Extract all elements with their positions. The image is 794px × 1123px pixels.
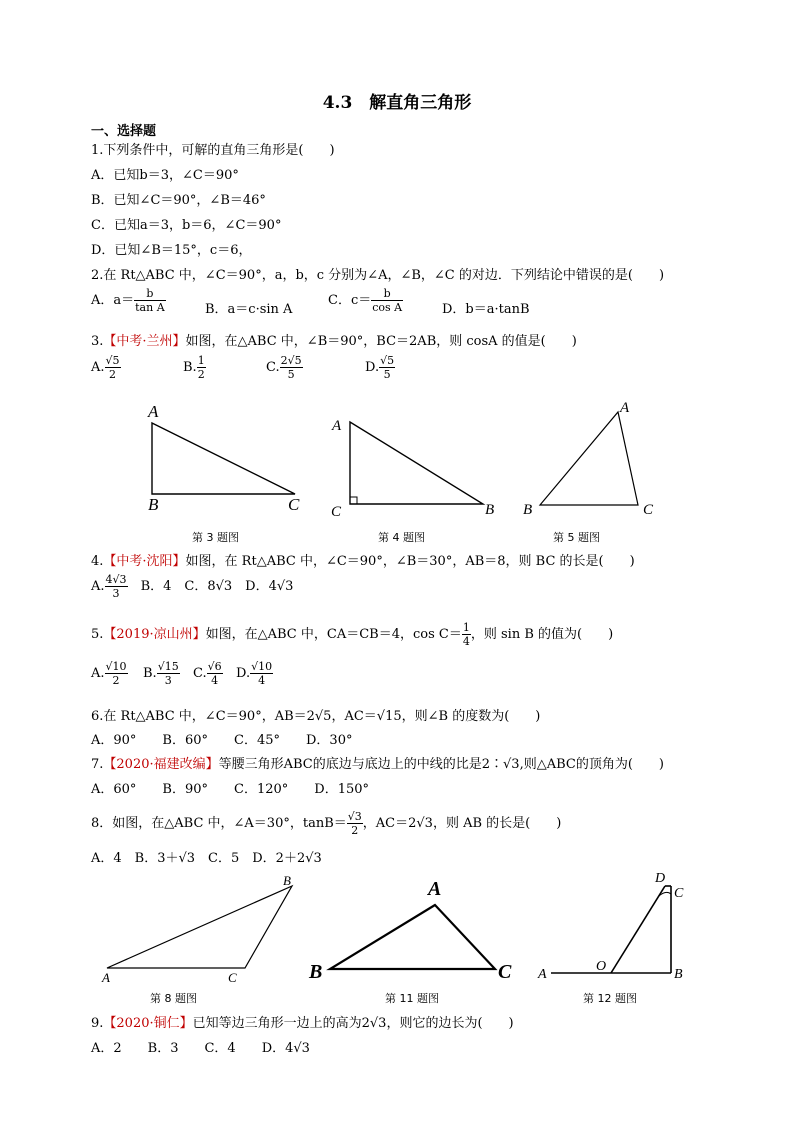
q5-stem-den: 4 [462,635,470,648]
figure-q3 [140,400,310,515]
q5-b-den: 3 [164,674,172,687]
q3-c-fraction [280,354,303,381]
q4-figure-caption: 第 4 题图 [378,531,425,544]
q5-c-fraction [207,660,223,687]
q8-stem-line [91,810,561,837]
q11-label-b: B [309,961,323,983]
q12-figure-caption: 第 12 题图 [583,992,637,1005]
q4-source: 【中考·沈阳】 [103,554,186,569]
q2-c-fraction [371,287,403,314]
q3-option-b [183,354,206,381]
q12-label-a: A [538,967,547,982]
q11-label-a: A [428,878,442,900]
q5-b-prefix: B. [143,666,157,681]
q3-option-d [365,354,395,381]
q5-option-d [236,660,273,687]
q3-b-den: 2 [197,368,205,381]
q3-b-num: 1 [197,354,205,367]
q4-a-num: 4√3 [105,573,127,586]
q5-a-den: 2 [112,674,120,687]
q5-d-num: √10 [251,660,273,673]
figure-q8 [100,872,300,987]
q5-b-fraction [157,660,180,687]
q11-label-c: C [498,961,512,983]
q12-line-od [611,886,665,973]
q12-label-b: B [674,967,683,982]
q2-option-d: D．b＝a·tanB [442,302,530,317]
q5-label-a: A [620,400,630,416]
q2-a-fraction [134,287,166,314]
q7-stem-line [91,753,664,772]
q3-c-prefix: C. [266,360,280,375]
q4-triangle [350,422,483,504]
q3-a-prefix: A. [91,360,105,375]
q5-label-c: C [643,502,654,518]
q3-figure-caption: 第 3 题图 [192,531,239,544]
q5-stem-pre: 如图，在△ABC 中，CA＝CB＝4，cos C＝ [205,627,462,642]
q5-triangle [540,412,638,505]
q1-option-b: B．已知∠C＝90°，∠B＝46° [91,193,266,208]
q5-stem-fraction [462,621,471,648]
q3-label-a: A [148,402,159,421]
q8-stem-num: √3 [347,810,362,823]
section-heading: 一、选择题 [91,124,157,139]
page-title: 4.3 解直角三角形 [322,93,472,113]
q3-label-c: C [288,495,300,514]
q8-label-c: C [228,970,237,985]
q2-c-den: cos A [372,301,403,314]
q11-triangle [330,905,495,969]
q8-label-a: A [102,970,110,985]
q5-a-prefix: A. [91,666,105,681]
q1-option-d: D．已知∠B＝15°，c＝6， [91,243,252,258]
q7-source: 【2020·福建改编】 [103,757,219,772]
q3-c-den: 5 [287,368,295,381]
q4-options [91,573,293,600]
q5-option-a [91,660,128,687]
q2-option-b: B．a＝c·sin A [205,302,293,317]
q4-number: 4. [91,554,104,569]
q3-option-c [266,354,303,381]
q2-option-a [91,287,166,314]
q9-stem: 已知等边三角形一边上的高为2√3，则它的边长为( ) [192,1016,514,1031]
q5-c-prefix: C. [193,666,207,681]
q5-d-fraction [250,660,273,687]
q2-c-num: b [371,287,403,301]
q4-label-b: B [485,502,495,518]
figure-q4 [325,412,505,522]
q4-label-c: C [331,504,342,520]
q3-source: 【中考·兰州】 [103,334,186,349]
q3-stem: 如图，在△ABC 中，∠B＝90°，BC＝2AB，则 cosA 的值是( ) [185,334,577,349]
q3-d-fraction [379,354,395,381]
q2-option-c [328,287,403,314]
q3-b-prefix: B. [183,360,197,375]
figure-q5 [520,398,660,523]
q1-option-c: C．已知a＝3，b＝6，∠C＝90° [91,218,282,233]
q4-stem-line [91,550,635,569]
q4-a-fraction [105,573,128,600]
q5-b-num: √15 [157,660,179,673]
q5-a-num: √10 [105,660,127,673]
q3-b-fraction [197,354,206,381]
q4-other-options: B．4 C．8√3 D．4√3 [140,579,294,594]
figure-q11 [305,872,525,987]
q4-a-den: 3 [112,587,120,600]
q3-number: 3. [91,334,104,349]
q3-d-prefix: D. [365,360,380,375]
q4-a-prefix: A. [91,579,105,594]
q3-triangle [152,423,295,494]
q4-label-a: A [332,418,342,434]
q5-number: 5. [91,627,104,642]
q5-stem-post: ，则 sin B 的值为( ) [470,627,614,642]
q3-d-den: 5 [383,368,391,381]
q8-label-b: B [283,873,291,888]
q5-d-prefix: D. [236,666,251,681]
q3-option-a [91,354,121,381]
q5-c-num: √6 [207,660,222,673]
q11-figure-caption: 第 11 题图 [385,992,439,1005]
q9-options: A．2 B．3 C．4 D．4√3 [91,1041,310,1056]
q8-stem-pre: 8．如图，在△ABC 中，∠A＝30°，tanB＝ [91,816,347,831]
q3-a-den: 2 [109,368,117,381]
q5-stem-line [91,621,613,648]
q7-options: A．60° B．90° C．120° D．150° [91,782,370,797]
q4-right-angle-mark [350,497,357,504]
q2-a-prefix: A．a＝ [91,293,135,308]
q5-label-b: B [523,502,533,518]
q5-stem-num: 1 [462,621,470,634]
q8-stem-fraction [347,810,363,837]
q12-label-c: C [674,886,684,901]
q5-d-den: 4 [258,674,266,687]
q7-stem: 等腰三角形ABC的底边与底边上的中线的比是2∶√3,则△ABC的顶角为( ) [218,757,664,772]
q1-stem: 1.下列条件中，可解的直角三角形是( ) [91,143,335,158]
q4-stem: 如图，在 Rt△ABC 中，∠C＝90°，∠B＝30°，AB＝8，则 BC 的长是( ) [185,554,635,569]
q5-figure-caption: 第 5 题图 [553,531,600,544]
q5-option-c [193,660,223,687]
q9-stem-line [91,1012,514,1031]
q1-option-a: A．已知b＝3，∠C＝90° [91,168,239,183]
figure-q12 [535,866,695,988]
q12-label-o: O [596,959,607,974]
q9-source: 【2020·铜仁】 [103,1016,193,1031]
q8-figure-caption: 第 8 题图 [150,992,197,1005]
q2-stem: 2.在 Rt△ABC 中，∠C＝90°，a，b，c 分别为∠A，∠B，∠C 的对边．下列结论中错误的是( ) [91,268,665,283]
q3-stem-line [91,330,577,349]
q5-c-den: 4 [211,674,219,687]
q12-label-d: D [655,871,666,886]
q3-d-num: √5 [380,354,395,367]
q3-a-num: √5 [105,354,120,367]
q5-source: 【2019·凉山州】 [103,627,206,642]
q6-options: A．90° B．60° C．45° D．30° [91,733,353,748]
q8-stem-post: ，AC＝2√3，则 AB 的长是( ) [362,816,562,831]
q8-stem-den: 2 [351,824,359,837]
q3-c-num: 2√5 [280,354,302,367]
q3-label-b: B [148,495,159,514]
q7-number: 7. [91,757,104,772]
q3-a-fraction [105,354,121,381]
q5-a-fraction [105,660,128,687]
q2-a-num: b [134,287,166,301]
q2-c-prefix: C．c＝ [328,293,372,308]
q5-option-b [143,660,180,687]
q9-number: 9. [91,1016,104,1031]
q2-a-den: tan A [135,301,165,314]
q8-options: A．4 B．3＋√3 C．5 D．2＋2√3 [91,851,322,866]
q8-triangle [107,886,292,968]
q6-stem: 6.在 Rt△ABC 中，∠C＝90°，AB＝2√5，AC＝√15，则∠B 的度数为( ) [91,709,541,724]
